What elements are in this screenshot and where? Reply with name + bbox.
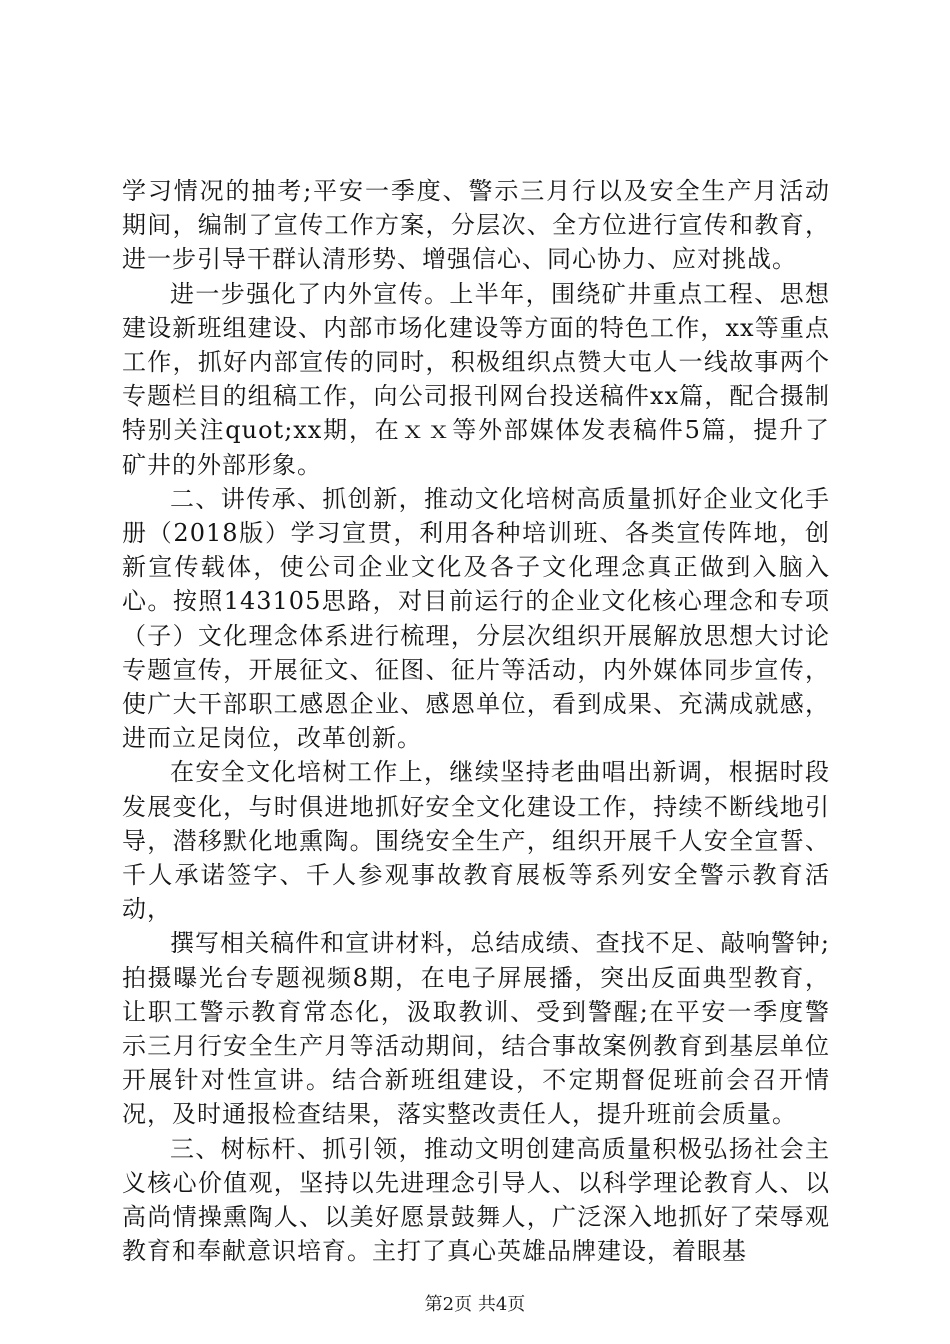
paragraph-external-publicity: 进一步强化了内外宣传。上半年，围绕矿井重点工程、思想建设新班组建设、内部市场化建设等方面的特色工作，xx等重点工作，抓好内部宣传的同时，积极组织点赞大屯人一线故事两个专题栏目的组稿工作，向公司报刊网台投送稿件xx篇，配合摄制特别关注quot;xx期，在ｘｘ等外部媒体发表稿件5篇，提升了矿井的外部形象。 [122, 279, 830, 479]
paragraph-safety-culture: 在安全文化培树工作上，继续坚持老曲唱出新调，根据时段发展变化，与时俱进地抓好安全文化建设工作，持续不断线地引导，潜移默化地熏陶。围绕安全生产，组织开展千人安全宣誓、千人承诺签字、千人参观事故教育展板等系列安全警示教育活动， [122, 758, 830, 924]
paragraph-continued: 学习情况的抽考;平安一季度、警示三月行以及安全生产月活动期间，编制了宣传工作方案，分层次、全方位进行宣传和教育，进一步引导干群认清形势、增强信心、同心协力、应对挑战。 [122, 177, 830, 274]
paragraph-section-three-heading: 三、树标杆、抓引领，推动文明创建高质量积极弘扬社会主义核心价值观，坚持以先进理念引导人、以科学理论教育人、以高尚情操熏陶人、以美好愿景鼓舞人，广泛深入地抓好了荣辱观教育和奉献意识培育。主打了真心英雄品牌建设，着眼基 [122, 1134, 830, 1266]
paragraph-warning-education: 撰写相关稿件和宣讲材料，总结成绩、查找不足、敲响警钟;拍摄曝光台专题视频8期，在电子屏展播，突出反面典型教育，让职工警示教育常态化，汲取教训、受到警醒;在平安一季度警示三月行安全生产月等活动期间，结合事故案例教育到基层单位开展针对性宣讲。结合新班组建设，不定期督促班前会召开情况，及时通报检查结果，落实整改责任人，提升班前会质量。 [122, 929, 830, 1129]
page-number-footer: 第2页 共4页 [424, 1294, 526, 1315]
document-body [122, 174, 830, 1269]
paragraph-section-two-heading: 二、讲传承、抓创新，推动文化培树高质量抓好企业文化手册（2018版）学习宣贯，利用各种培训班、各类宣传阵地，创新宣传载体，使公司企业文化及各子文化理念真正做到入脑入心。按照143105思路，对目前运行的企业文化核心理念和专项（子）文化理念体系进行梳理，分层次组织开展解放思想大讨论专题宣传，开展征文、征图、征片等活动，内外媒体同步宣传，使广大干部职工感恩企业、感恩单位，看到成果、充满成就感，进而立足岗位，改革创新。 [122, 484, 830, 753]
